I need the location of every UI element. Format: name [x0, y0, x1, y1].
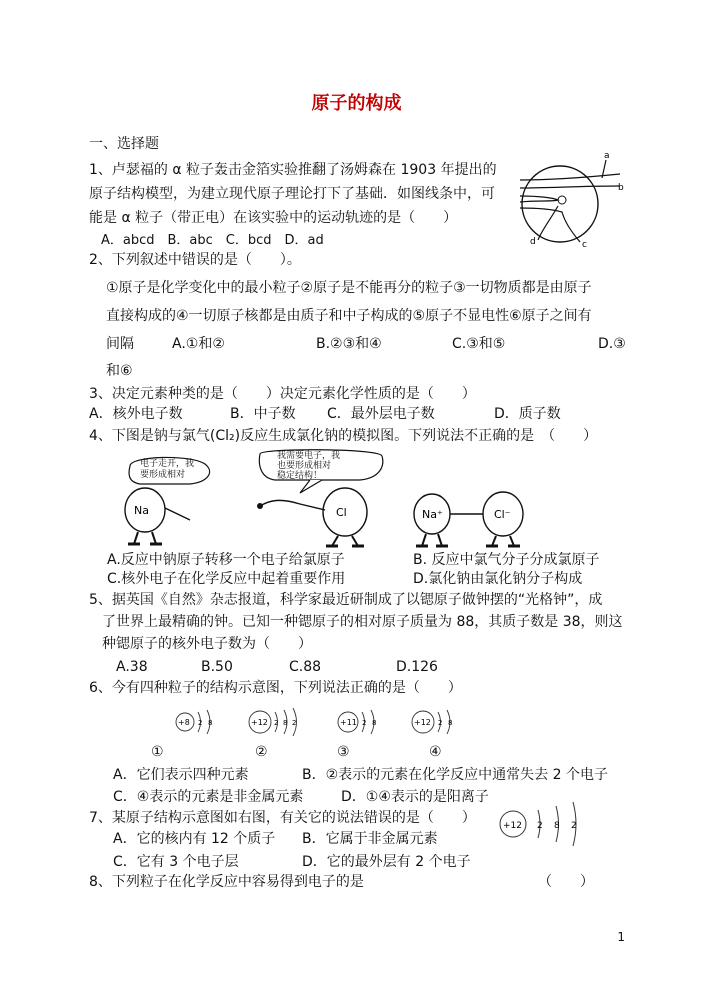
q3-stem: 3、决定元素种类的是（ ）决定元素化学性质的是（ ）: [89, 386, 476, 402]
q6-shell-2-3: 2: [292, 719, 297, 727]
q2-line-1: ①原子是化学变化中的最小粒子②原子是不能再分的粒子③一切物质都是由原子: [106, 280, 592, 296]
q3-option-a: A．核外电子数: [89, 406, 183, 422]
q6-shell-3-1: 2: [362, 719, 367, 727]
q5-option-c: C.88: [289, 659, 322, 675]
q6-shell-1-2: 8: [208, 719, 213, 727]
q4-option-d: D.氯化钠由氯化钠分子构成: [413, 571, 583, 587]
q2-stem: 2、下列叙述中错误的是（ ）。: [89, 252, 301, 268]
section-heading: 一、选择题: [89, 136, 159, 152]
q1-label-c: c: [582, 240, 587, 250]
page-title: 原子的构成: [311, 93, 402, 114]
q6-option-c: C．④表示的元素是非金属元素: [113, 789, 304, 805]
q6-particle-diagrams: [170, 706, 470, 738]
atom-na-label: Na: [134, 504, 149, 517]
bubble-2-line-3: 稳定结构！: [277, 471, 323, 481]
q2-option-c: C.③和⑤: [452, 336, 506, 352]
q2-line-4: 和⑥: [106, 363, 133, 379]
q2-line-3-text: 间隔: [106, 336, 134, 352]
q6-option-b: B．②表示的元素在化学反应中通常失去 2 个电子: [302, 767, 608, 783]
q1-line-1: 1、卢瑟福的 α 粒子轰击金箔实验推翻了汤姆森在 1903 年提出的: [89, 162, 497, 178]
q5-option-b: B.50: [201, 659, 233, 675]
q6-label-4: ④: [429, 744, 442, 760]
q8-stem: 8、下列粒子在化学反应中容易得到电子的是: [89, 874, 364, 890]
q6-stem: 6、今有四种粒子的结构示意图，下列说法正确的是（ ）: [89, 680, 462, 696]
ion-cl-label: Cl⁻: [494, 508, 511, 521]
q2-option-d: D.③: [598, 336, 626, 352]
q6-nucleus-1: +8: [178, 718, 190, 727]
q7-option-c: C．它有 3 个电子层: [113, 854, 239, 870]
q6-nucleus-2: +12: [251, 718, 268, 727]
q7-atom-diagram: [498, 800, 593, 848]
q6-nucleus-3: +11: [340, 718, 357, 727]
q6-shell-4-2: 8: [448, 719, 453, 727]
q6-option-a: A．它们表示四种元素: [113, 767, 249, 783]
q6-shell-2-1: 2: [274, 719, 279, 727]
q6-shell-2-2: 8: [283, 719, 288, 727]
q6-shell-4-1: 2: [438, 719, 443, 727]
q7-nucleus: +12: [503, 821, 522, 831]
q3-option-b: B．中子数: [230, 406, 296, 422]
bubble-2-text: [277, 451, 340, 481]
bubble-1-line-2: 要形成相对: [140, 470, 186, 480]
q4-option-a: A.反应中钠原子转移一个电子给氯原子: [107, 552, 345, 568]
bubble-2-line-1: 我需要电子，我: [277, 451, 341, 461]
q7-option-d: D．它的最外层有 2 个电子: [302, 854, 471, 870]
bubble-2-line-2: 也要形成相对: [277, 461, 332, 471]
page-number: 1: [617, 930, 625, 944]
bubble-1-text: [140, 459, 194, 481]
q6-label-1: ①: [151, 744, 164, 760]
q3-option-c: C．最外层电子数: [327, 406, 435, 422]
q8-answer-bracket: （ ）: [538, 874, 594, 890]
q7-stem: 7、某原子结构示意图如右图，有关它的说法错误的是（ ）: [89, 810, 476, 826]
q2-option-a: A.①和②: [172, 336, 225, 352]
q5-option-a: A.38: [116, 659, 148, 675]
q4-stem: 4、下图是钠与氯气(Cl₂)反应生成氯化钠的模拟图。下列说法不正确的是 （ ）: [89, 428, 598, 444]
q3-option-d: D．质子数: [494, 406, 561, 422]
q4-option-c: C.核外电子在化学反应中起着重要作用: [107, 571, 346, 587]
q7-option-a: A．它的核内有 12 个质子: [113, 831, 276, 847]
q4-option-b: B. 反应中氯气分子分成氯原子: [413, 552, 600, 568]
ion-na-label: Na⁺: [422, 508, 443, 521]
rutherford-scattering-figure: [510, 150, 630, 250]
atom-cl-label: Cl: [336, 506, 347, 519]
q2-line-2: 直接构成的④一切原子核都是由质子和中子构成的⑤原子不显电性⑥原子之间有: [106, 308, 592, 324]
q5-option-d: D.126: [396, 659, 438, 675]
q1-label-b: b: [618, 183, 624, 193]
q7-shell-1: 2: [537, 821, 543, 831]
q6-label-3: ③: [337, 744, 350, 760]
bubble-1-line-1: 电子走开，我: [140, 459, 195, 469]
q6-option-d: D．①④表示的是阳离子: [341, 789, 489, 805]
q5-line-1: 5、据英国《自然》杂志报道，科学家最近研制成了以锶原子做钟摆的“光格钟”，成: [89, 592, 603, 608]
q7-shell-3: 2: [571, 821, 577, 831]
q7-option-b: B．它属于非金属元素: [302, 831, 438, 847]
q1-line-3: 能是 α 粒子（带正电）在该实验中的运动轨迹的是（ ）: [89, 210, 458, 226]
q6-nucleus-4: +12: [414, 718, 431, 727]
q7-shell-2: 8: [554, 821, 560, 831]
q6-label-2: ②: [255, 744, 268, 760]
q6-shell-1-1: 2: [198, 719, 203, 727]
q1-options: A．abcd B．abc C．bcd D．ad: [101, 233, 324, 248]
q6-shell-3-2: 8: [372, 719, 377, 727]
q1-line-2: 原子结构模型，为建立现代原子理论打下了基础．如图线条中，可: [89, 186, 495, 202]
q5-line-3: 种锶原子的核外电子数为（ ）: [102, 636, 312, 652]
q2-option-b: B.②③和④: [316, 336, 382, 352]
q1-label-d: d: [530, 237, 536, 247]
q5-line-2: 了世界上最精确的钟。已知一种锶原子的相对原子质量为 88，其质子数是 38，则这: [102, 614, 623, 630]
q1-label-a: a: [604, 151, 610, 161]
